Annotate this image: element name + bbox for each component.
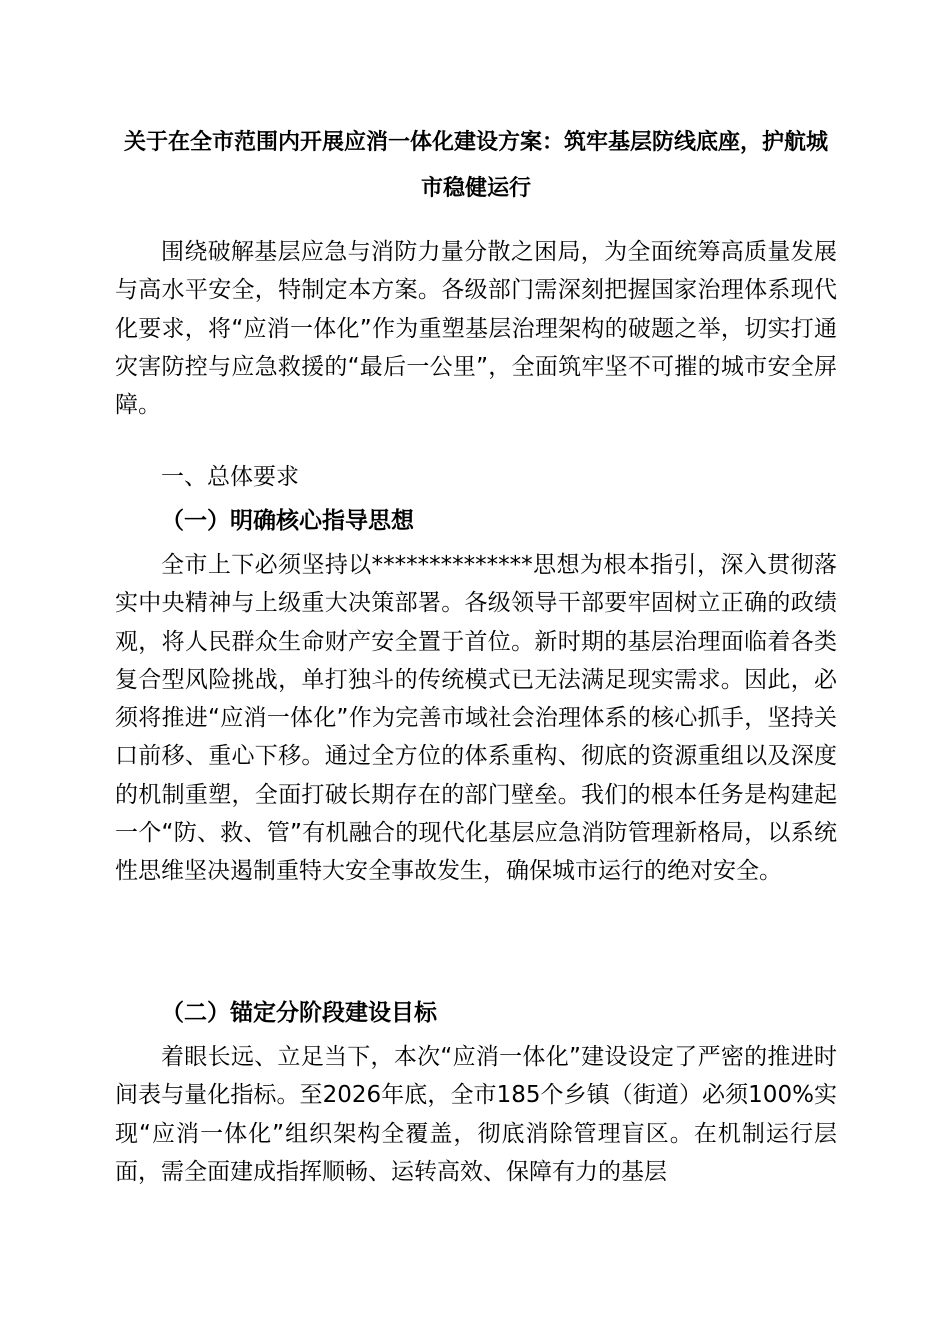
intro-paragraph: 围绕破解基层应急与消防力量分散之困局，为全面统筹高质量发展与高水平安全，特制定本方案。各级部门需深刻把握国家治理体系现代化要求，将“应消一体化”作为重塑基层治理架构的破题之举，切实打通灾害防控与应急救援的“最后一公里”，全面筑牢坚不可摧的城市安全屏障。 — [115, 239, 837, 419]
section-heading-general-requirements: 一、总体要求 — [161, 464, 299, 490]
guiding-thought-paragraph: 全市上下必须坚持以**************思想为根本指引，深入贯彻落实中央精神与上级重大决策部署。各级领导干部要牢固树立正确的政绩观，将人民群众生命财产安全置于首位。新时期的基层治理面临着各类复合型风险挑战，单打独斗的传统模式已无法满足现实需求。因此，必须将推进“应消一体化”作为完善市域社会治理体系的核心抓手，坚持关口前移、重心下移。通过全方位的体系重构、彻底的资源重组以及深度的机制重塑，全面打破长期存在的部门壁垒。我们的根本任务是构建起一个“防、救、管”有机融合的现代化基层应急消防管理新格局，以系统性思维坚决遏制重特大安全事故发生，确保城市运行的绝对安全。 — [115, 552, 837, 885]
phased-goals-paragraph: 着眼长远、立足当下，本次“应消一体化”建设设定了严密的推进时间表与量化指标。至2026年底，全市185个乡镇（街道）必须100%实现“应消一体化”组织架构全覆盖，彻底消除管理盲区。在机制运行层面，需全面建成指挥顺畅、运转高效、保障有力的基层 — [115, 1044, 837, 1185]
document-title: 关于在全市范围内开展应消一体化建设方案：筑牢基层防线底座，护航城市稳健运行 — [123, 130, 828, 201]
subsection-heading-guiding-thought: （一）明确核心指导思想 — [161, 508, 414, 534]
subsection-heading-phased-goals: （二）锚定分阶段建设目标 — [161, 1000, 437, 1026]
document-body — [115, 0, 837, 1344]
